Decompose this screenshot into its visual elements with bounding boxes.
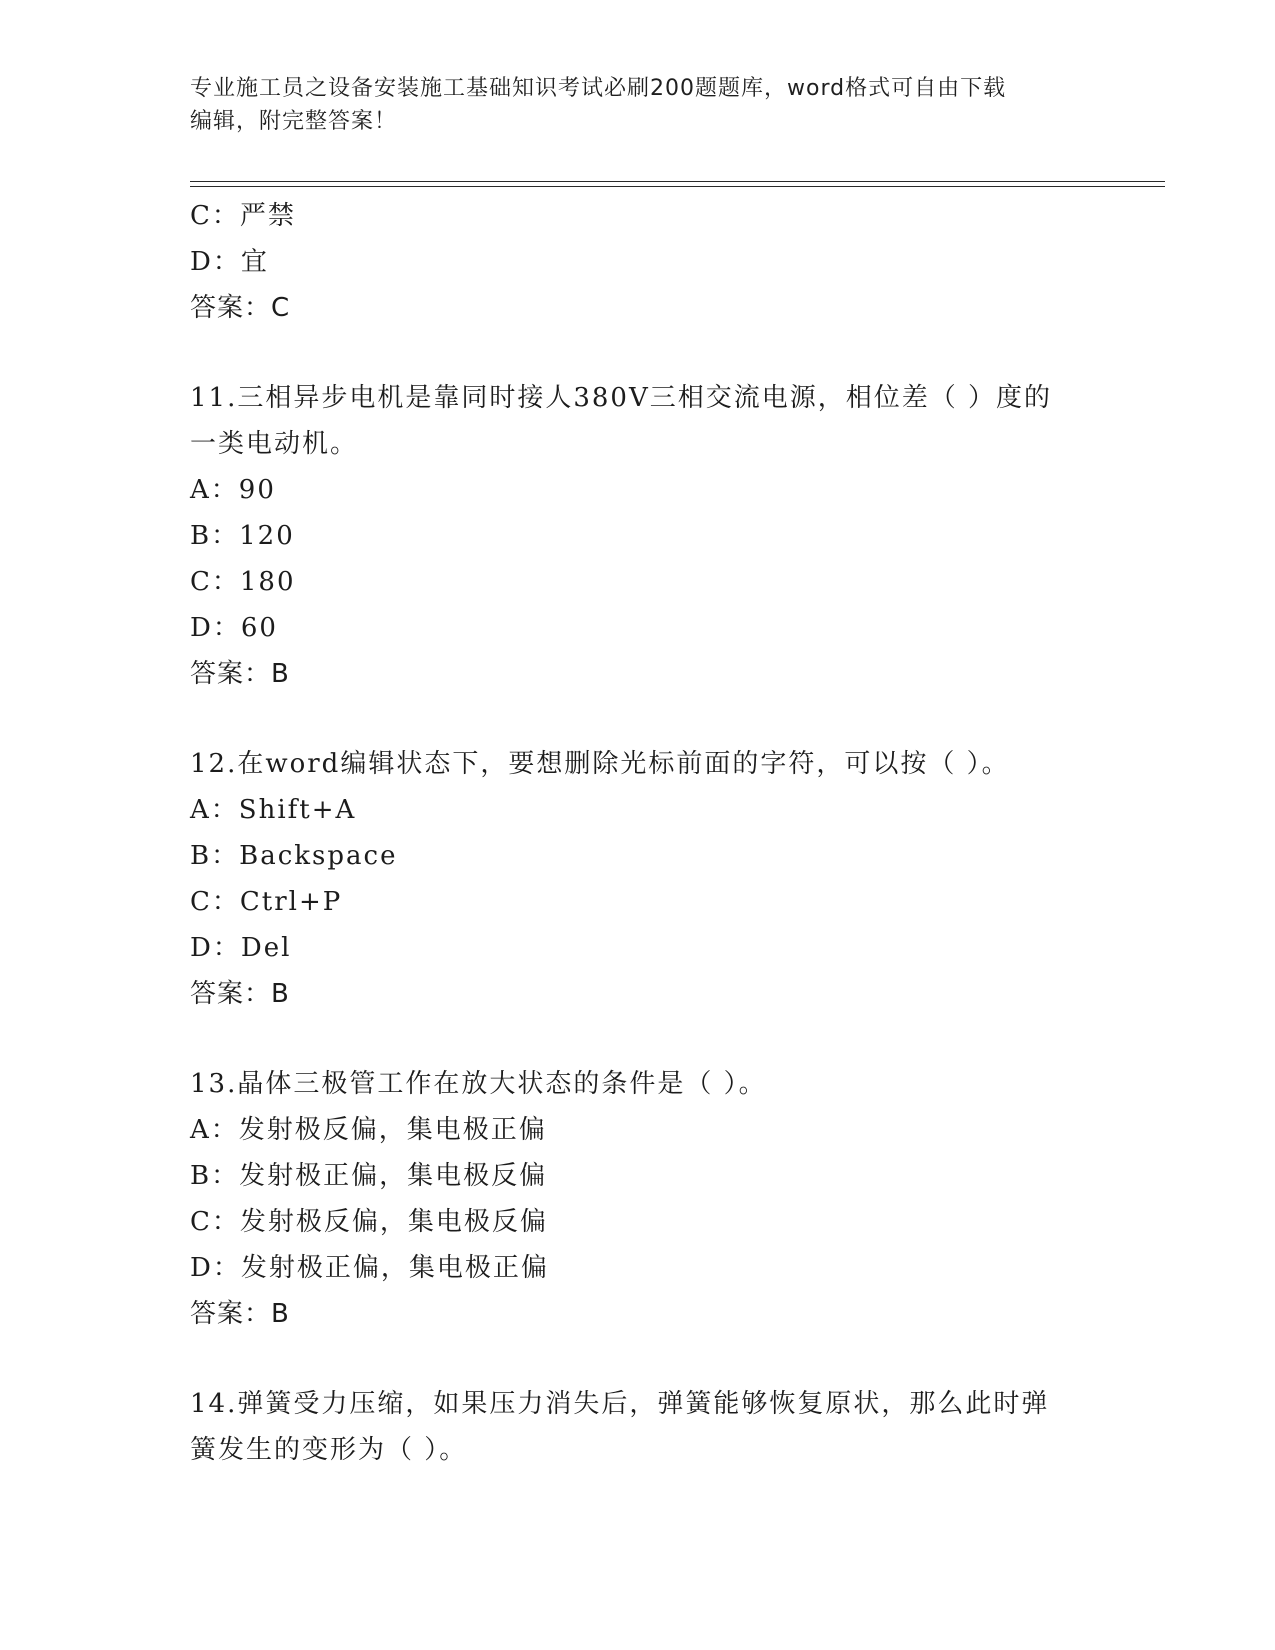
option-d: D：发射极正偏，集电极正偏 xyxy=(190,1253,549,1283)
header-divider-top xyxy=(190,181,1165,182)
option-b: B：120 xyxy=(190,521,295,551)
question-12 xyxy=(190,741,1150,1017)
question-11 xyxy=(190,375,1150,697)
question-stem-line: 一类电动机。 xyxy=(190,429,359,459)
header-title-line-2: 编辑，附完整答案！ xyxy=(190,109,398,134)
question-content xyxy=(190,193,1150,1473)
option-d: D：Del xyxy=(190,933,292,963)
header-divider-bottom xyxy=(190,186,1165,187)
page-header xyxy=(190,72,1090,138)
question-stem-line: 11.三相异步电机是靠同时接人380V三相交流电源，相位差（ ）度的 xyxy=(190,383,1053,413)
answer-line: 答案：C xyxy=(190,293,291,323)
option-c: C：发射极反偏，集电极反偏 xyxy=(190,1207,548,1237)
carryover-question xyxy=(190,193,1150,331)
answer-line: 答案：B xyxy=(190,659,290,689)
question-14 xyxy=(190,1381,1150,1473)
question-stem-line: 13.晶体三极管工作在放大状态的条件是（ ）。 xyxy=(190,1069,767,1099)
option-d: D：宜 xyxy=(190,247,269,277)
option-c: C：严禁 xyxy=(190,201,296,231)
option-b: B：发射极正偏，集电极反偏 xyxy=(190,1161,548,1191)
option-c: C：Ctrl+P xyxy=(190,887,343,917)
question-stem-line: 14.弹簧受力压缩，如果压力消失后，弹簧能够恢复原状，那么此时弹 xyxy=(190,1389,1050,1419)
option-b: B：Backspace xyxy=(190,841,398,871)
question-stem-line: 簧发生的变形为（ ）。 xyxy=(190,1435,468,1465)
answer-line: 答案：B xyxy=(190,979,290,1009)
header-title-line-1: 专业施工员之设备安装施工基础知识考试必刷200题题库，word格式可自由下载 xyxy=(190,76,1007,101)
answer-line: 答案：B xyxy=(190,1299,290,1329)
option-c: C：180 xyxy=(190,567,296,597)
option-a: A：Shift+A xyxy=(190,795,357,825)
option-d: D：60 xyxy=(190,613,278,643)
question-13 xyxy=(190,1061,1150,1337)
option-a: A：90 xyxy=(190,475,276,505)
question-stem-line: 12.在word编辑状态下，要想删除光标前面的字符，可以按（ ）。 xyxy=(190,749,1010,779)
option-a: A：发射极反偏，集电极正偏 xyxy=(190,1115,547,1145)
